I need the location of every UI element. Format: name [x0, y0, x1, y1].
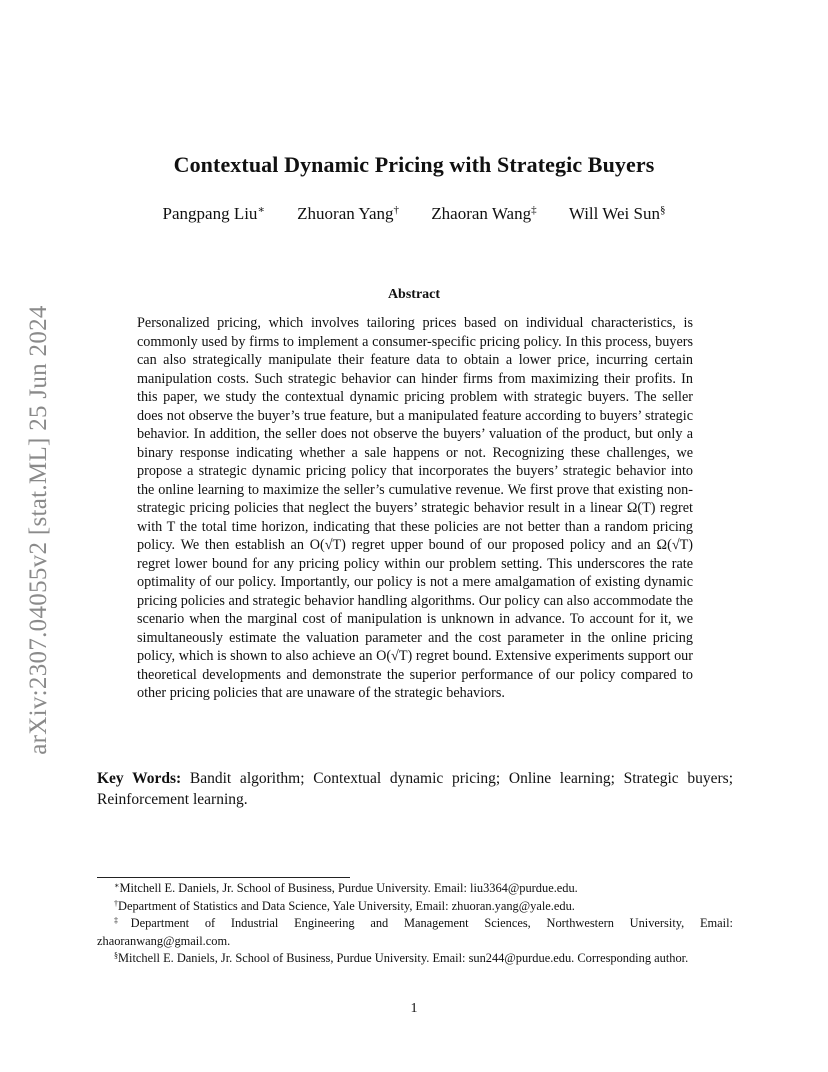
- footnote-1: [97, 880, 733, 898]
- author-name: Pangpang Liu: [162, 204, 258, 223]
- footnote-text: Department of Industrial Engineering and Management Sciences, Northwestern University, Email: zhaoranwang@gmail.com.: [97, 916, 734, 948]
- footnote-mark: ‡: [114, 916, 131, 925]
- author-3: [431, 204, 536, 224]
- footnote-text: Department of Statistics and Data Science, Yale University, Email: zhuoran.yang@yale.edu.: [118, 898, 575, 913]
- paper-title: Contextual Dynamic Pricing with Strategic Buyers: [173, 152, 655, 177]
- author-2: [297, 204, 399, 224]
- author-name: Will Wei Sun: [568, 204, 660, 223]
- author-name: Zhuoran Yang: [297, 204, 394, 223]
- footnote-divider: [97, 877, 350, 878]
- author-1: [163, 204, 265, 224]
- footnote-3: [97, 915, 733, 950]
- keywords-text: Bandit algorithm; Contextual dynamic pricing; Online learning; Strategic buyers; Reinforcement learning.: [97, 770, 734, 808]
- author-mark: ∗: [257, 204, 265, 216]
- author-name: Zhaoran Wang: [431, 204, 532, 223]
- arxiv-identifier: [24, 290, 54, 770]
- abstract-body: Personalized pricing, which involves tailoring prices based on individual characteristics, is commonly used by firms to implement a consumer-specific pricing policy. In this process, buyers can also strategically manipulate their feature data to obtain a lower price, incurring certain manipulation costs. Such strategic behavior can hinder firms from maximizing their profits. In this paper, we study the contextual dynamic pricing problem with strategic buyers. The seller does not observe the buyer’s true feature, but a manipulated feature according to buyers’ strategic behavior. In addition, the seller does not observe the buyers’ valuation of the product, but only a binary response indicating whether a sale happens or not. Recognizing these challenges, we propose a strategic dynamic pricing policy that incorporates the buyers’ strategic behavior into the online learning to maximize the seller’s cumulative revenue. We first prove that existing non-strategic pricing policies that neglect the buyers’ strategic behavior result in a linear Ω(T) regret with T the total time horizon, indicating that these policies are not better than a random pricing policy. We then establish an O(√T) regret upper bound of our proposed policy and an Ω(√T) regret lower bound for any pricing policy within our problem setting. This underscores the rate optimality of our policy. Importantly, our policy is not a mere amalgamation of existing dynamic pricing policies and strategic behavior handling algorithms. Our policy can also accommodate the scenario when the marginal cost of manipulation is unknown in advance. To account for it, we simultaneously estimate the valuation parameter and the cost parameter in the online pricing policy, which is shown to also achieve an O(√T) regret bound. Extensive experiments support our theoretical developments and demonstrate the superior performance of our policy compared to other pricing policies that are unaware of the strategic behaviors.: [137, 315, 693, 701]
- author-list: [0, 204, 828, 224]
- footnote-mark: §: [114, 951, 118, 960]
- author-mark: ‡: [531, 204, 537, 216]
- author-4: [569, 204, 666, 224]
- footnotes: [97, 880, 733, 968]
- keywords-label: Key Words:: [97, 770, 182, 787]
- keywords: [97, 768, 733, 810]
- page-number: 1: [410, 1001, 418, 1016]
- footnote-text: Mitchell E. Daniels, Jr. School of Business, Purdue University. Email: sun244@purdue.edu. Corresponding author.: [118, 951, 689, 965]
- footnote-mark: †: [114, 898, 118, 908]
- footnote-text: Mitchell E. Daniels, Jr. School of Business, Purdue University. Email: liu3364@purdue.edu.: [119, 881, 578, 895]
- footnote-2: [97, 898, 733, 916]
- arxiv-identifier-text: arXiv:2307.04055v2 [stat.ML] 25 Jun 2024: [25, 305, 52, 755]
- author-mark: †: [393, 204, 400, 216]
- abstract-heading: Abstract: [387, 287, 441, 302]
- footnote-mark: ∗: [114, 881, 120, 890]
- author-mark: §: [659, 204, 666, 216]
- footnote-4: [97, 950, 733, 968]
